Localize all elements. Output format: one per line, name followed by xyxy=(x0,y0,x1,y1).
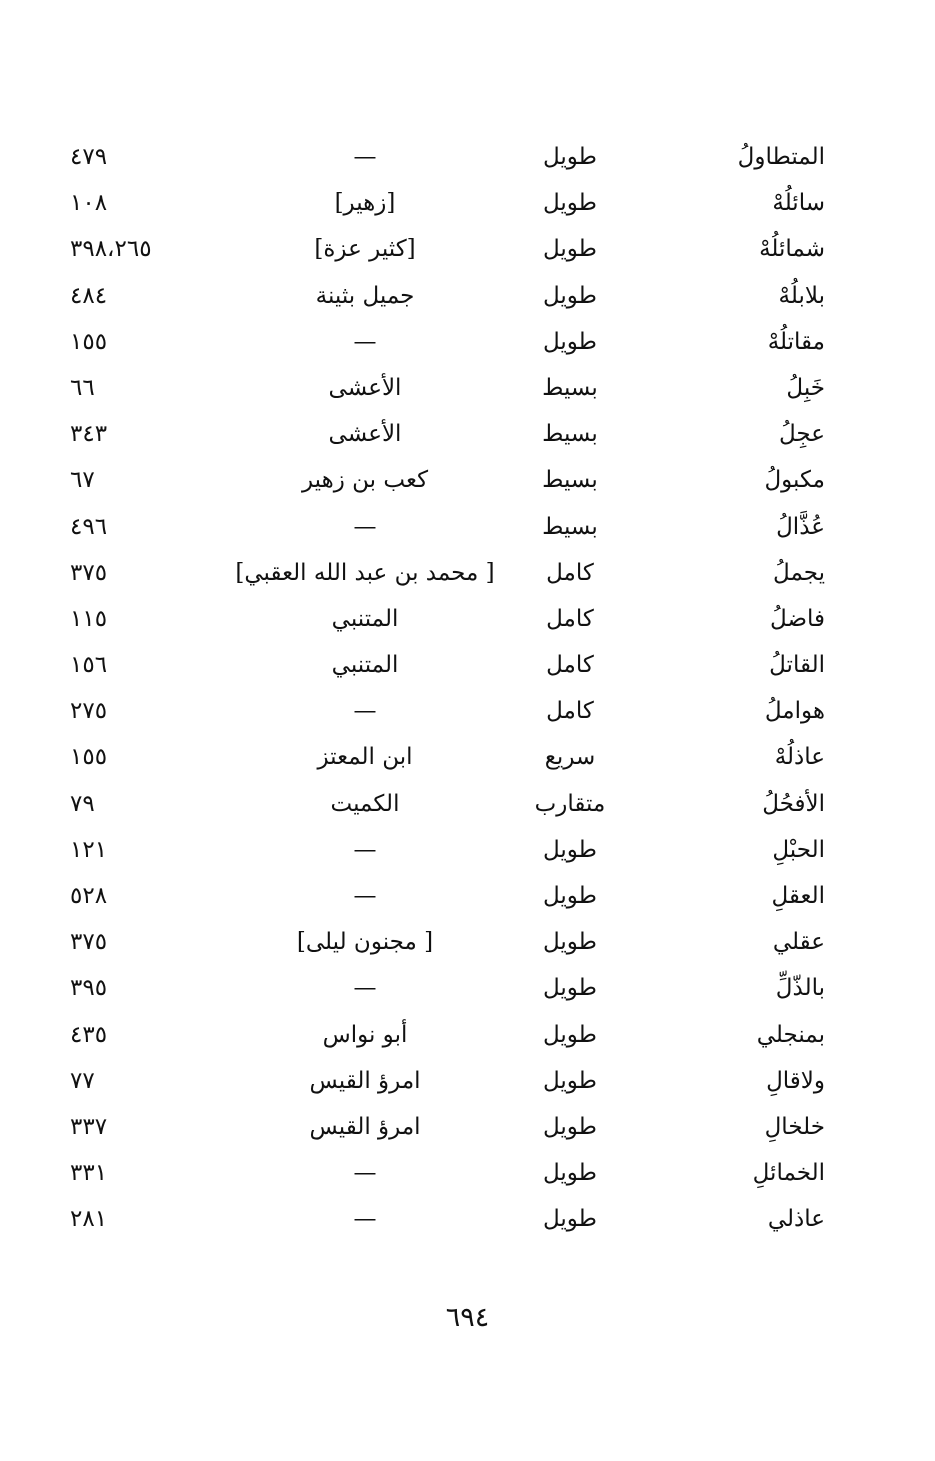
table-row xyxy=(60,550,835,596)
table-row xyxy=(60,642,835,688)
rhyme-word: الأفحُلُ xyxy=(762,790,825,817)
rhyme-word: مكبولُ xyxy=(764,467,825,494)
table-row xyxy=(60,457,835,503)
page-references: ١١٥ xyxy=(70,605,108,632)
poet-name: أبو نواس xyxy=(322,1021,408,1048)
rhyme-word: عاذلي xyxy=(767,1206,825,1233)
page-references: ٤٣٥ xyxy=(70,1021,108,1048)
page-references: ٣٩٥ xyxy=(70,975,108,1002)
rhyme-word: الحبْلِ xyxy=(772,836,825,863)
meter-name: طويل xyxy=(542,883,597,909)
page-references: ٥٢٨ xyxy=(70,883,108,909)
rhyme-word: المتطاولُ xyxy=(737,144,825,170)
table-row xyxy=(60,411,835,457)
table-row xyxy=(60,365,835,411)
meter-name: طويل xyxy=(542,144,597,170)
rhyme-word: سائلُهْ xyxy=(772,190,825,217)
meter-name: متقارب xyxy=(534,790,606,817)
poet-name: الكميت xyxy=(330,790,400,817)
meter-name: طويل xyxy=(542,929,597,956)
page-references: ٣٩٨،٢٦٥ xyxy=(70,236,152,263)
table-row xyxy=(60,1150,835,1196)
rhyme-word: عقلي xyxy=(772,929,825,956)
table-row xyxy=(60,180,835,226)
poet-name: المتنبي xyxy=(331,605,399,632)
meter-name: طويل xyxy=(542,190,597,217)
meter-name: طويل xyxy=(542,975,597,1002)
page-references: ٤٩٦ xyxy=(70,513,108,540)
page-references: ٦٦ xyxy=(70,374,95,401)
meter-name: طويل xyxy=(542,282,597,309)
rhyme-word: عاذلُهْ xyxy=(774,744,825,771)
meter-name: كامل xyxy=(546,605,594,632)
table-row xyxy=(60,919,835,965)
meter-name: طويل xyxy=(542,836,597,863)
table-row xyxy=(60,734,835,780)
meter-name: بسيط xyxy=(542,374,598,401)
table-row xyxy=(60,1012,835,1058)
table-row xyxy=(60,504,835,550)
meter-name: كامل xyxy=(546,559,594,586)
poet-name: — xyxy=(353,698,377,725)
meter-name: طويل xyxy=(542,236,597,263)
rhyme-word: شمائلُهْ xyxy=(759,236,825,263)
page-references: ٧٩ xyxy=(70,790,95,817)
rhyme-word: العقلِ xyxy=(771,883,825,909)
page-references: ٣٧٥ xyxy=(70,929,108,956)
meter-name: طويل xyxy=(542,1206,597,1233)
poet-name: [ محمد بن عبد الله العقبي] xyxy=(235,559,495,586)
poet-name: — xyxy=(353,1206,377,1233)
poet-name: [زهير] xyxy=(334,190,396,217)
rhyme-word: عجِلُ xyxy=(779,421,825,448)
poet-name: — xyxy=(353,1160,377,1187)
poet-name: [كثير عزة] xyxy=(314,236,416,263)
page-references: ٣٣١ xyxy=(70,1160,108,1187)
poet-name: ابن المعتز xyxy=(317,744,413,771)
poet-name: — xyxy=(353,883,377,909)
table-row xyxy=(60,873,835,919)
page-references: ٢٨١ xyxy=(70,1206,108,1233)
meter-name: طويل xyxy=(542,328,597,355)
rhyme-word: هواملُ xyxy=(764,698,825,725)
rhyme-word: عُذَّالُ xyxy=(776,513,825,540)
page-references: ٤٧٩ xyxy=(70,144,108,170)
rhyme-word: ولاقالِ xyxy=(766,1067,825,1094)
page-references: ٧٧ xyxy=(70,1067,95,1094)
page-number: ٦٩٤ xyxy=(445,1302,490,1333)
meter-name: كامل xyxy=(546,698,594,725)
rhyme-word: بمنجلي xyxy=(756,1021,825,1048)
rhyme-word: يجملُ xyxy=(773,559,825,586)
meter-name: طويل xyxy=(542,1021,597,1048)
page-references: ١٥٥ xyxy=(70,328,108,355)
meter-name: بسيط xyxy=(542,467,598,494)
poet-name: [ مجنون ليلى] xyxy=(296,929,434,956)
verse-index-table xyxy=(60,134,835,1243)
table-row xyxy=(60,688,835,734)
meter-name: كامل xyxy=(546,652,594,679)
page-references: ٤٨٤ xyxy=(70,282,108,309)
poet-name: الأعشى xyxy=(328,374,402,401)
page-references: ٦٧ xyxy=(70,467,95,494)
poet-name: — xyxy=(353,836,377,863)
page-references: ١٥٥ xyxy=(70,744,108,771)
rhyme-word: القاتلُ xyxy=(769,652,825,679)
table-row xyxy=(60,1058,835,1104)
table-row xyxy=(60,319,835,365)
page-references: ١٠٨ xyxy=(70,190,108,217)
page-references: ١٢١ xyxy=(70,836,108,863)
rhyme-word: بلابلُهْ xyxy=(778,282,825,309)
table-row xyxy=(60,226,835,272)
table-row xyxy=(60,134,835,180)
meter-name: طويل xyxy=(542,1067,597,1094)
poet-name: الأعشى xyxy=(328,421,402,448)
table-row xyxy=(60,827,835,873)
rhyme-word: فاضلُ xyxy=(770,605,825,632)
page-references: ٣٧٥ xyxy=(70,559,108,586)
table-row xyxy=(60,965,835,1011)
poet-name: المتنبي xyxy=(331,652,399,679)
table-row xyxy=(60,596,835,642)
meter-name: بسيط xyxy=(542,513,598,540)
meter-name: بسيط xyxy=(542,421,598,448)
poet-name: — xyxy=(353,513,377,540)
poet-name: امرؤ القيس xyxy=(309,1067,421,1094)
page-references: ٣٣٧ xyxy=(70,1113,108,1140)
rhyme-word: خَبِلُ xyxy=(786,374,825,401)
poet-name: — xyxy=(353,328,377,355)
poet-name: — xyxy=(353,975,377,1002)
table-row xyxy=(60,1104,835,1150)
meter-name: طويل xyxy=(542,1113,597,1140)
meter-name: طويل xyxy=(542,1160,597,1187)
poet-name: كعب بن زهير xyxy=(301,467,429,494)
table-row xyxy=(60,1196,835,1242)
rhyme-word: بالذّلِّ xyxy=(775,975,825,1002)
rhyme-word: خلخالِ xyxy=(764,1113,825,1140)
page-references: ١٥٦ xyxy=(70,652,108,679)
poet-name: امرؤ القيس xyxy=(309,1113,421,1140)
poet-name: — xyxy=(353,144,377,170)
rhyme-word: الخمائلِ xyxy=(752,1160,825,1187)
meter-name: سريع xyxy=(544,744,596,771)
rhyme-word: مقاتلُهْ xyxy=(767,328,825,355)
table-row xyxy=(60,781,835,827)
poet-name: جميل بثينة xyxy=(315,282,415,309)
page-references: ٣٤٣ xyxy=(70,421,108,448)
page-references: ٢٧٥ xyxy=(70,698,108,725)
table-row xyxy=(60,273,835,319)
